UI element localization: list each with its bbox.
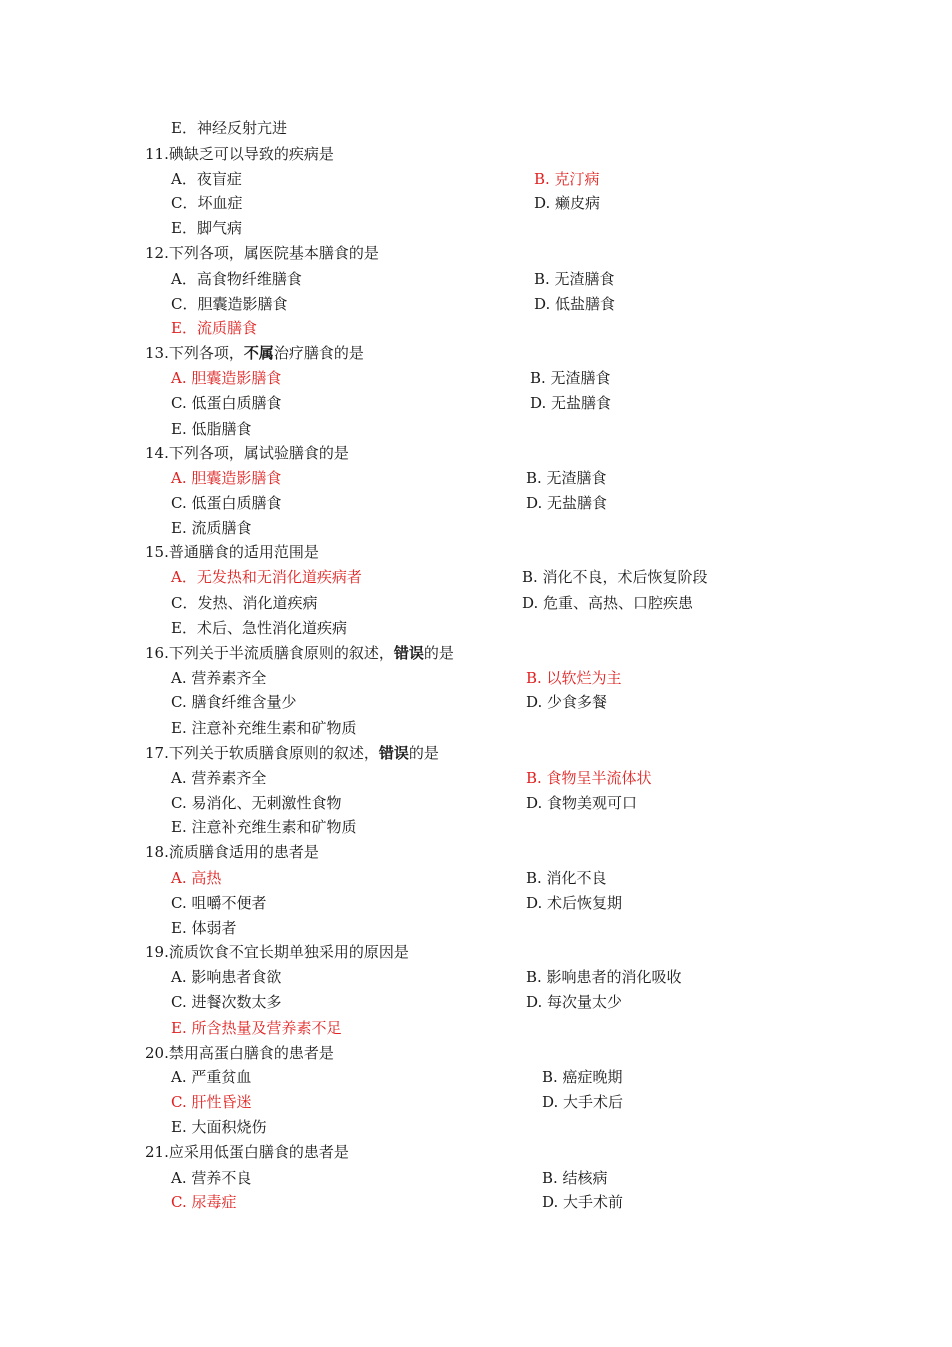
option-d: D. 食物美观可口 bbox=[526, 794, 638, 812]
question-15: 15.普通膳食的适用范围是 bbox=[145, 543, 319, 561]
option-e: E. 流质膳食 bbox=[171, 519, 252, 537]
question-12: 12.下列各项，属医院基本膳食的是 bbox=[145, 244, 379, 262]
option-d: D. 无盐膳食 bbox=[530, 394, 612, 412]
option-b: B. 结核病 bbox=[542, 1169, 608, 1187]
option-c: C. 进餐次数太多 bbox=[171, 993, 282, 1011]
question-text: 17.下列关于软质膳食原则的叙述， bbox=[145, 744, 379, 762]
option-d: D. 癞皮病 bbox=[534, 194, 601, 212]
option-b: B. 无渣膳食 bbox=[526, 469, 607, 487]
option-e: E．脚气病 bbox=[171, 219, 242, 237]
option-c: C. 咀嚼不便者 bbox=[171, 894, 267, 912]
option-a: A. 营养不良 bbox=[171, 1169, 252, 1187]
option-d: D. 每次量太少 bbox=[526, 993, 623, 1011]
option-d: D. 无盐膳食 bbox=[526, 494, 608, 512]
question-20: 20.禁用高蛋白膳食的患者是 bbox=[145, 1044, 334, 1062]
option-c-answer: C. 尿毒症 bbox=[171, 1193, 237, 1211]
option-d: D. 术后恢复期 bbox=[526, 894, 623, 912]
option-c: C．胆囊造影膳食 bbox=[171, 295, 288, 313]
option-b: B. 无渣膳食 bbox=[530, 369, 611, 387]
option-e: E. 低脂膳食 bbox=[171, 420, 252, 438]
option-e: E．术后、急性消化道疾病 bbox=[171, 619, 347, 637]
option-d: D. 低盐膳食 bbox=[534, 295, 616, 313]
option-a: A. 营养素齐全 bbox=[171, 769, 267, 787]
option-c-answer: C. 肝性昏迷 bbox=[171, 1093, 252, 1111]
question-19: 19.流质饮食不宜长期单独采用的原因是 bbox=[145, 943, 409, 961]
option-b-answer: B. 以软烂为主 bbox=[526, 669, 622, 687]
option-e: E. 体弱者 bbox=[171, 919, 237, 937]
question-18: 18.流质膳食适用的患者是 bbox=[145, 843, 319, 861]
option-b: B. 无渣膳食 bbox=[534, 270, 615, 288]
question-text: 16.下列关于半流质膳食原则的叙述， bbox=[145, 644, 394, 662]
question-21: 21.应采用低蛋白膳食的患者是 bbox=[145, 1143, 349, 1161]
option-c: C. 膳食纤维含量少 bbox=[171, 693, 297, 711]
option-a: A．夜盲症 bbox=[171, 170, 242, 188]
option-d: D. 大手术前 bbox=[542, 1193, 624, 1211]
option-c: C．发热、消化道疾病 bbox=[171, 594, 318, 612]
option-c: C. 低蛋白质膳食 bbox=[171, 394, 282, 412]
option-a-answer: A. 胆囊造影膳食 bbox=[171, 469, 282, 487]
option-d: D. 危重、高热、口腔疾患 bbox=[522, 594, 694, 612]
option-d: D. 大手术后 bbox=[542, 1093, 624, 1111]
emphasis-text: 错误 bbox=[393, 644, 424, 662]
question-11: 11.碘缺乏可以导致的疾病是 bbox=[145, 145, 334, 163]
option-a: A. 影响患者食欲 bbox=[171, 968, 282, 986]
option-e-answer: E．流质膳食 bbox=[171, 319, 257, 337]
option-c: C．坏血症 bbox=[171, 194, 243, 212]
option-a-answer: A．无发热和无消化道疾病者 bbox=[171, 568, 362, 586]
emphasis-text: 不属 bbox=[243, 344, 274, 362]
option-c: C. 低蛋白质膳食 bbox=[171, 494, 282, 512]
question-text: 治疗膳食的是 bbox=[273, 344, 364, 362]
option-b-answer: B. 克汀病 bbox=[534, 170, 600, 188]
option-e-answer: E. 所含热量及营养素不足 bbox=[171, 1019, 342, 1037]
option-b: B. 癌症晚期 bbox=[542, 1068, 623, 1086]
question-13 bbox=[145, 343, 364, 363]
option-a: A．高食物纤维膳食 bbox=[171, 270, 302, 288]
option-c: C. 易消化、无刺激性食物 bbox=[171, 794, 342, 812]
option-b: B. 消化不良，术后恢复阶段 bbox=[522, 568, 708, 586]
question-text: 13.下列各项， bbox=[145, 344, 244, 362]
option-e: E. 注意补充维生素和矿物质 bbox=[171, 719, 357, 737]
option-b: B. 消化不良 bbox=[526, 869, 607, 887]
option-b: B. 影响患者的消化吸收 bbox=[526, 968, 682, 986]
option-a: A. 营养素齐全 bbox=[171, 669, 267, 687]
option-d: D. 少食多餐 bbox=[526, 693, 608, 711]
emphasis-text: 错误 bbox=[378, 744, 409, 762]
option-a: A. 严重贫血 bbox=[171, 1068, 252, 1086]
option-a-answer: A. 胆囊造影膳食 bbox=[171, 369, 282, 387]
option-e: E. 注意补充维生素和矿物质 bbox=[171, 818, 357, 836]
question-17 bbox=[145, 743, 439, 763]
question-14: 14.下列各项，属试验膳食的是 bbox=[145, 444, 349, 462]
option-e: E．神经反射亢进 bbox=[171, 119, 287, 137]
question-16 bbox=[145, 643, 454, 663]
option-a-answer: A. 高热 bbox=[171, 869, 222, 887]
question-text: 的是 bbox=[408, 744, 439, 762]
option-e: E. 大面积烧伤 bbox=[171, 1118, 267, 1136]
option-b-answer: B. 食物呈半流体状 bbox=[526, 769, 652, 787]
question-text: 的是 bbox=[423, 644, 454, 662]
